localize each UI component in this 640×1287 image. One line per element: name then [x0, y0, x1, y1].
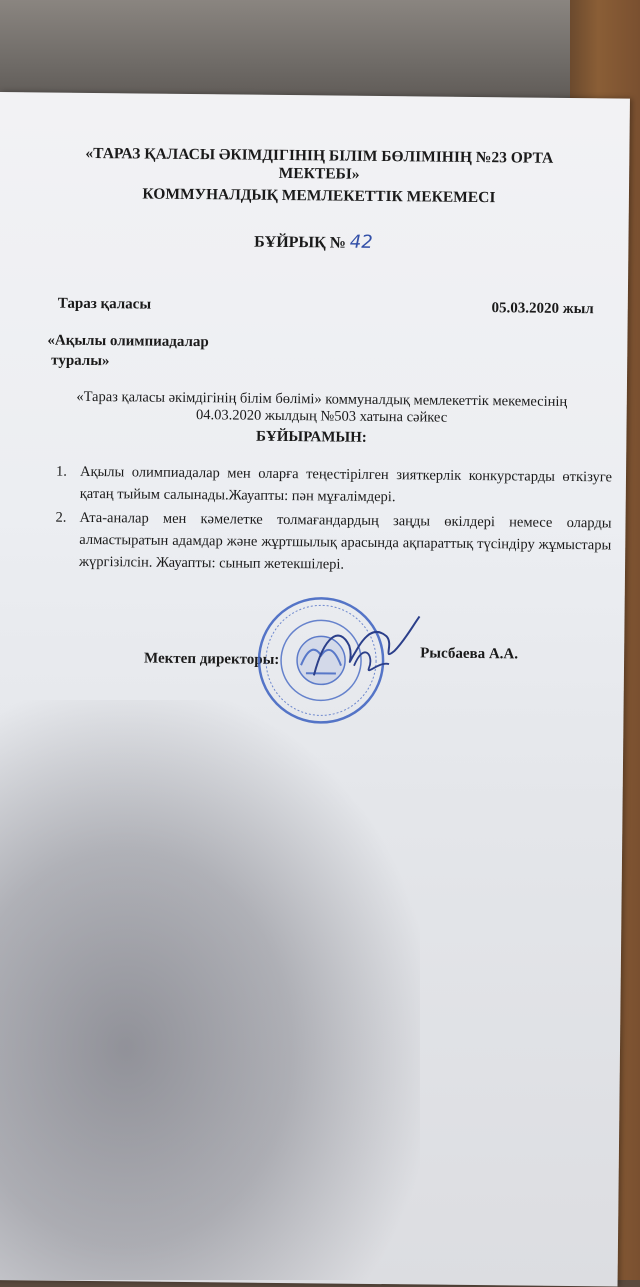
document-page — [0, 92, 630, 1287]
city: Тараз қаласы — [57, 295, 152, 313]
order-label: БҰЙРЫҚ № — [254, 233, 346, 252]
subject-line-1: «Ақылы олимпиадалар — [47, 332, 209, 351]
header-line-3: КОММУНАЛДЫҚ МЕМЛЕКЕТТІК МЕКЕМЕСІ — [142, 185, 496, 207]
intro-line-2: 04.03.2020 жылдың №503 хатына сәйкес — [195, 407, 448, 426]
list-item — [55, 507, 612, 579]
header-line-2: МЕКТЕБІ» — [278, 164, 360, 183]
order-items — [55, 461, 612, 581]
intro — [37, 388, 607, 428]
director-label: Мектеп директоры: — [143, 650, 280, 668]
header-line-1: «ТАРАЗ ҚАЛАСЫ ӘКІМДІГІНІҢ БІЛІМ БӨЛІМІНІҢ №23 ОРТА — [85, 144, 554, 167]
order-title — [0, 228, 629, 256]
order-number: 42 — [349, 231, 373, 253]
item-text: Ақылы олимпиадалар мен оларға теңестірілген зияткерлік конкурстарды өткізуге қатаң тыйым салынады.Жауапты: пән мұғалімдері. — [79, 463, 613, 506]
document-content — [0, 92, 630, 1287]
subject — [47, 331, 267, 373]
subject-line-2: туралы» — [51, 352, 110, 370]
item-number: 2. — [55, 509, 67, 526]
signature-icon — [294, 605, 435, 696]
list-item — [56, 461, 612, 511]
director-name: Рысбаева А.А. — [420, 645, 519, 663]
intro-line-1: «Тараз қаласы әкімдігінің білім бөлімі» коммуналдық мемлекеттік мекемесінің — [76, 388, 568, 410]
item-number: 1. — [55, 463, 67, 480]
item-text: Ата-аналар мен кәмелетке толмағандардың заңды өкілдері немесе оларды алмастыратын адамдар және жұртшылық арасында ақпараттық түсіндіру жұмыстары жүргізілсін. Жауапты: сынып жетекшілері. — [79, 509, 612, 573]
decree-heading: БҰЙЫРАМЫН: — [255, 428, 367, 446]
date: 05.03.2020 жыл — [491, 300, 594, 318]
